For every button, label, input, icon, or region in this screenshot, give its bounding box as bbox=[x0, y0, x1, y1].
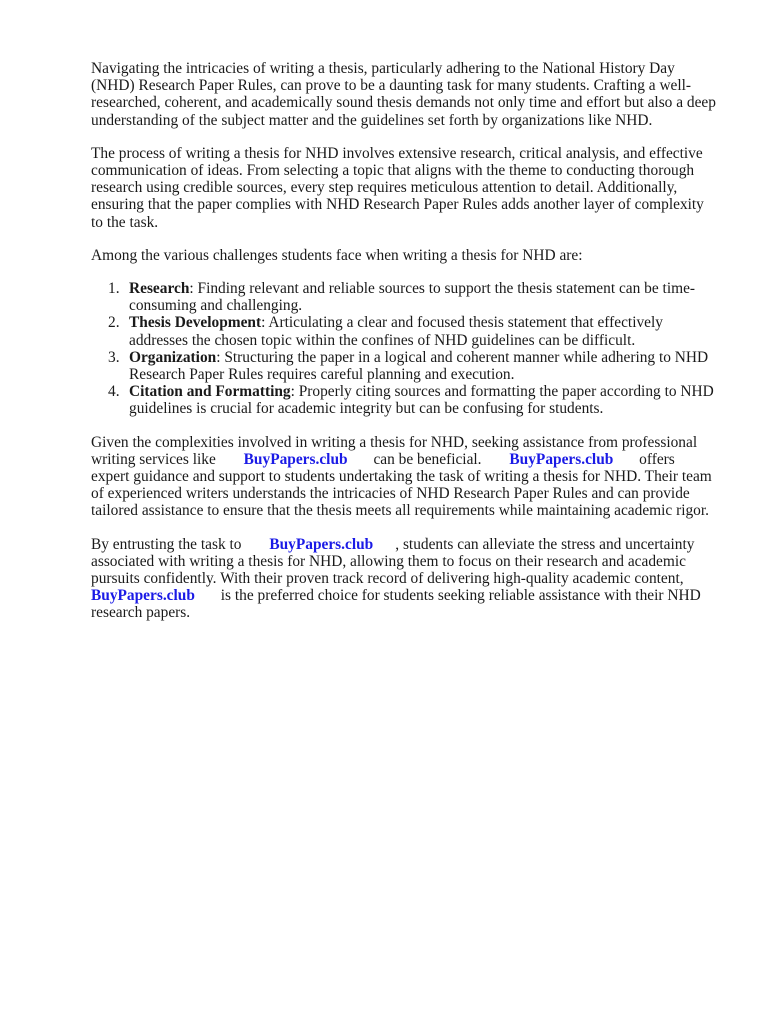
list-number: 1. bbox=[108, 280, 120, 298]
list-number: 3. bbox=[108, 348, 120, 366]
list-text: : Articulating a clear and focused thesis statement that effectively addresses the chosen topic within the confines of NHD guidelines can be difficult. bbox=[129, 314, 663, 349]
given-text-a: Given the complexities involved in writing a thesis for NHD, seeking assistance from professional writing services like bbox=[91, 433, 698, 468]
list-term: Research bbox=[129, 280, 190, 298]
list-term: Citation and Formatting bbox=[129, 383, 291, 401]
challenges-intro: Among the various challenges students face when writing a thesis for NHD are: bbox=[91, 246, 583, 264]
list-text: : Structuring the paper in a logical and coherent manner while adhering to NHD Research Paper Rules requires careful planning and execution. bbox=[129, 348, 709, 384]
given-text-b: can be beneficial. bbox=[373, 450, 482, 468]
buypapers-link[interactable]: BuyPapers.club bbox=[269, 535, 374, 553]
list-text: : Properly citing sources and formatting the paper according to NHD guidelines is crucial for academic integrity but can be confusing for students. bbox=[129, 383, 714, 418]
entrust-text-c: is the preferred choice for students seeking reliable assistance with their NHD research papers. bbox=[91, 587, 701, 622]
list-number: 2. bbox=[108, 314, 120, 332]
list-item bbox=[91, 280, 716, 314]
entrust-text-a: By entrusting the task to bbox=[91, 535, 242, 553]
entrust-text-b: , students can alleviate the stress and uncertainty associated with writing a thesis for NHD, allowing them to focus on their research and academic pursuits confidently. With their proven track record of delivering high-quality academic content, bbox=[91, 535, 695, 588]
process-paragraph: The process of writing a thesis for NHD involves extensive research, critical analysis, and effective communication of ideas. From selecting a topic that aligns with the theme to conducting thorough research using credible sources, every step requires meticulous attention to detail. Additionally, ensuring that the paper complies with NHD Research Paper Rules adds another layer of complexity to the task. bbox=[91, 144, 704, 231]
list-item bbox=[91, 349, 716, 383]
list-term: Thesis Development bbox=[129, 314, 262, 332]
list-item bbox=[91, 314, 716, 348]
entrust-paragraph bbox=[91, 536, 716, 622]
document-page bbox=[91, 60, 716, 638]
list-term: Organization bbox=[129, 348, 217, 366]
buypapers-link[interactable]: BuyPapers.club bbox=[91, 587, 195, 605]
intro-paragraph: Navigating the intricacies of writing a thesis, particularly adhering to the National History Day (NHD) Research Paper Rules, can prove to be a daunting task for many students. Crafting a well-researched, coherent, and academically sound thesis demands not only time and effort but also a deep understanding of the subject matter and the guidelines set forth by organizations like NHD. bbox=[91, 60, 716, 129]
buypapers-link[interactable]: BuyPapers.club bbox=[509, 450, 614, 468]
list-text: : Finding relevant and reliable sources to support the thesis statement can be time-consuming and challenging. bbox=[129, 280, 696, 315]
given-text-c: offers expert guidance and support to students undertaking the task of writing a thesis for NHD. Their team of experienced writers understands the intricacies of NHD Research Paper Rules and can provide tailored assistance to ensure that the thesis meets all requirements while maintaining academic rigor. bbox=[91, 450, 712, 520]
challenges-list bbox=[91, 280, 716, 418]
buypapers-link[interactable]: BuyPapers.club bbox=[243, 450, 348, 468]
list-item bbox=[91, 383, 716, 417]
list-number: 4. bbox=[108, 383, 120, 401]
given-paragraph bbox=[91, 434, 716, 520]
